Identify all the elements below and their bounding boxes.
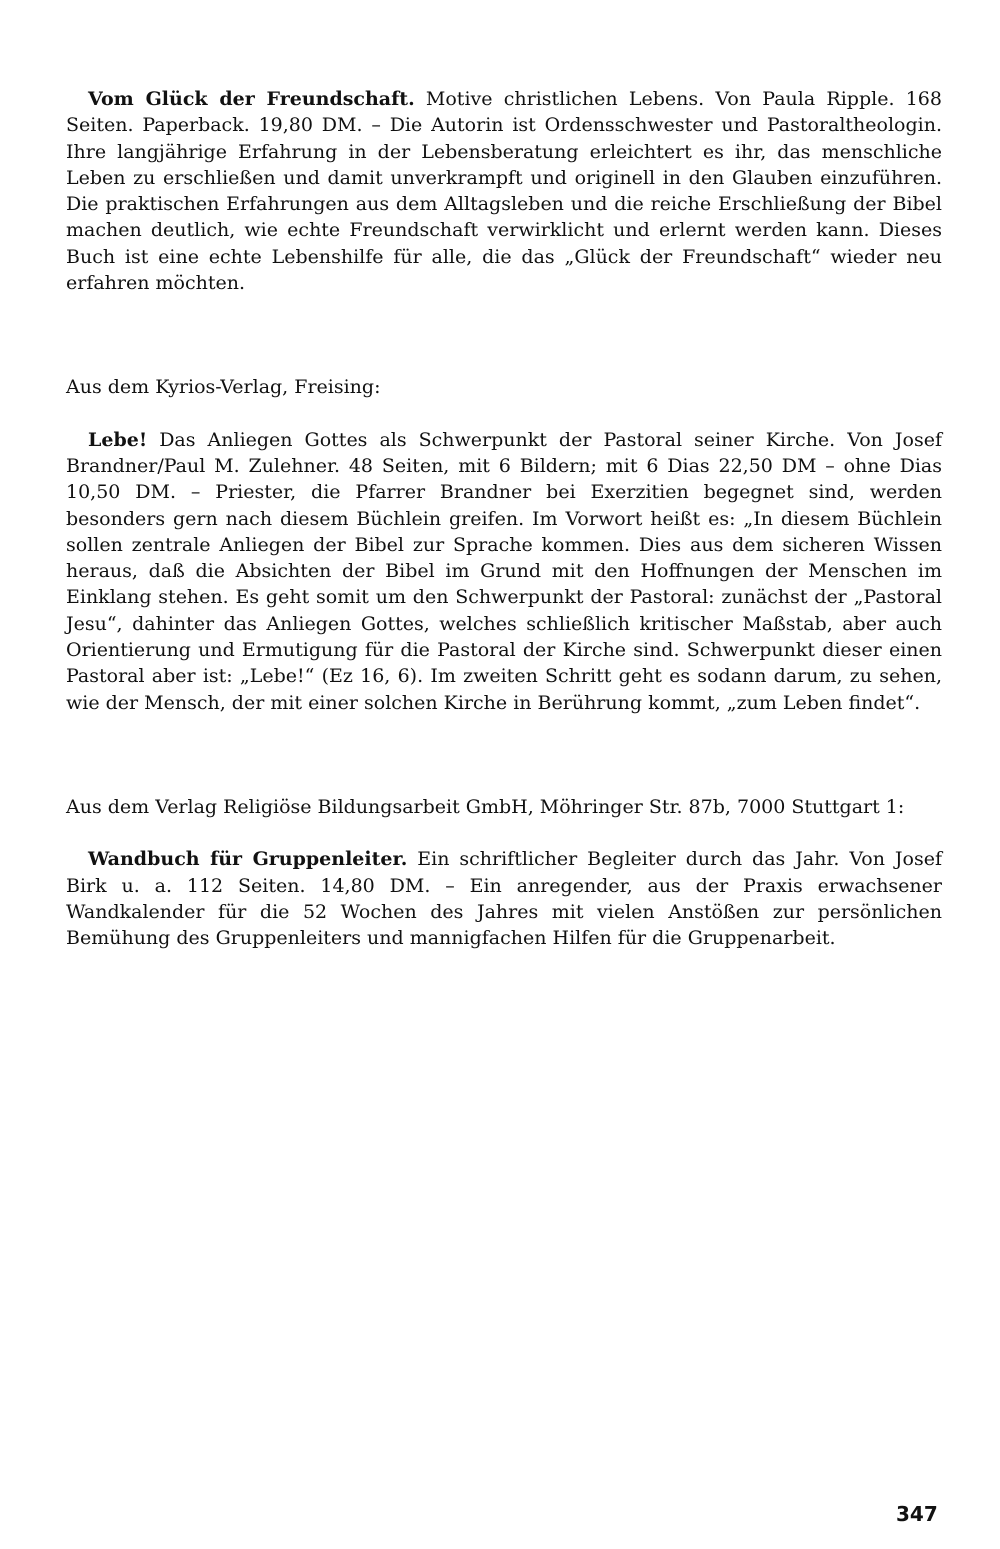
book-title: Vom Glück der Freundschaft. xyxy=(88,88,415,110)
spacer xyxy=(66,716,942,794)
book-entry-lebe xyxy=(66,427,942,716)
publisher-heading-religioese-bildungsarbeit: Aus dem Verlag Religiöse Bildungsarbeit GmbH, Möhringer Str. 87b, 7000 Stuttgart 1: xyxy=(66,795,905,818)
book-description: Motive christlichen Lebens. Von Paula Ripple. 168 Seiten. Paperback. 19,80 DM. – Die Autorin ist Ordensschwester und Pastoraltheologin. Ihre langjährige Erfahrung in der Lebensberatung erleichtert es ihr, das menschliche Leben zu erschließen und damit unverkrampft und originell in den Glauben einzuführen. Die praktischen Erfahrungen aus dem Alltagsleben und die reiche Erschließung der Bibel machen deutlich, wie echte Freundschaft verwirklicht und erlernt werden kann. Dieses Buch ist eine echte Lebenshilfe für alle, die das „Glück der Freundschaft“ wieder neu erfahren möchten. xyxy=(66,88,942,295)
spacer xyxy=(66,401,942,427)
spacer xyxy=(66,296,942,374)
book-title: Lebe! xyxy=(88,428,148,451)
book-description: Ein schriftlicher Begleiter durch das Jahr. Von Josef Birk u. a. 112 Seiten. 14,80 DM. – Ein anregender, aus der Praxis erwachsener Wandkalender für die 52 Wochen des Jahres mit vielen Anstößen zur persönlichen Bemühung des Gruppenleiters und mannigfachen Hilfen für die Gruppenarbeit. xyxy=(66,848,942,950)
publisher-heading-kyrios: Aus dem Kyrios-Verlag, Freising: xyxy=(66,376,381,399)
page-content xyxy=(66,86,942,951)
page-number: 347 xyxy=(896,1502,938,1526)
book-title: Wandbuch für Gruppenleiter. xyxy=(88,848,408,871)
book-entry-freundschaft xyxy=(66,86,942,296)
book-entry-wandbuch xyxy=(66,846,942,951)
spacer xyxy=(66,820,942,846)
book-description: Das Anliegen Gottes als Schwerpunkt der Pastoral seiner Kirche. Von Josef Brandner/Paul M. Zulehner. 48 Seiten, mit 6 Bildern; mit 6 Dias 22,50 DM – ohne Dias 10,50 DM. – Priester, die Pfarrer Brandner bei Exerzitien begegnet sind, werden besonders gern nach diesem Büchlein greifen. Im Vorwort heißt es: „In diesem Büchlein sollen zentrale Anliegen der Bibel zur Sprache kommen. Dies aus dem sicheren Wissen heraus, daß die Absichten der Bibel im Grund mit den Hoffnungen der Menschen im Einklang stehen. Es geht somit um den Schwerpunkt der Pastoral: zunächst der „Pastoral Jesu“, dahinter das Anliegen Gottes, welches schließlich kritischer Maßstab, aber auch Orientierung und Ermutigung für die Pastoral der Kirche sind. Schwerpunkt dieser einen Pastoral aber ist: „Lebe!“ (Ez 16, 6). Im zweiten Schritt geht es sodann darum, zu sehen, wie der Mensch, der mit einer solchen Kirche in Berührung kommt, „zum Leben findet“. xyxy=(66,428,942,714)
